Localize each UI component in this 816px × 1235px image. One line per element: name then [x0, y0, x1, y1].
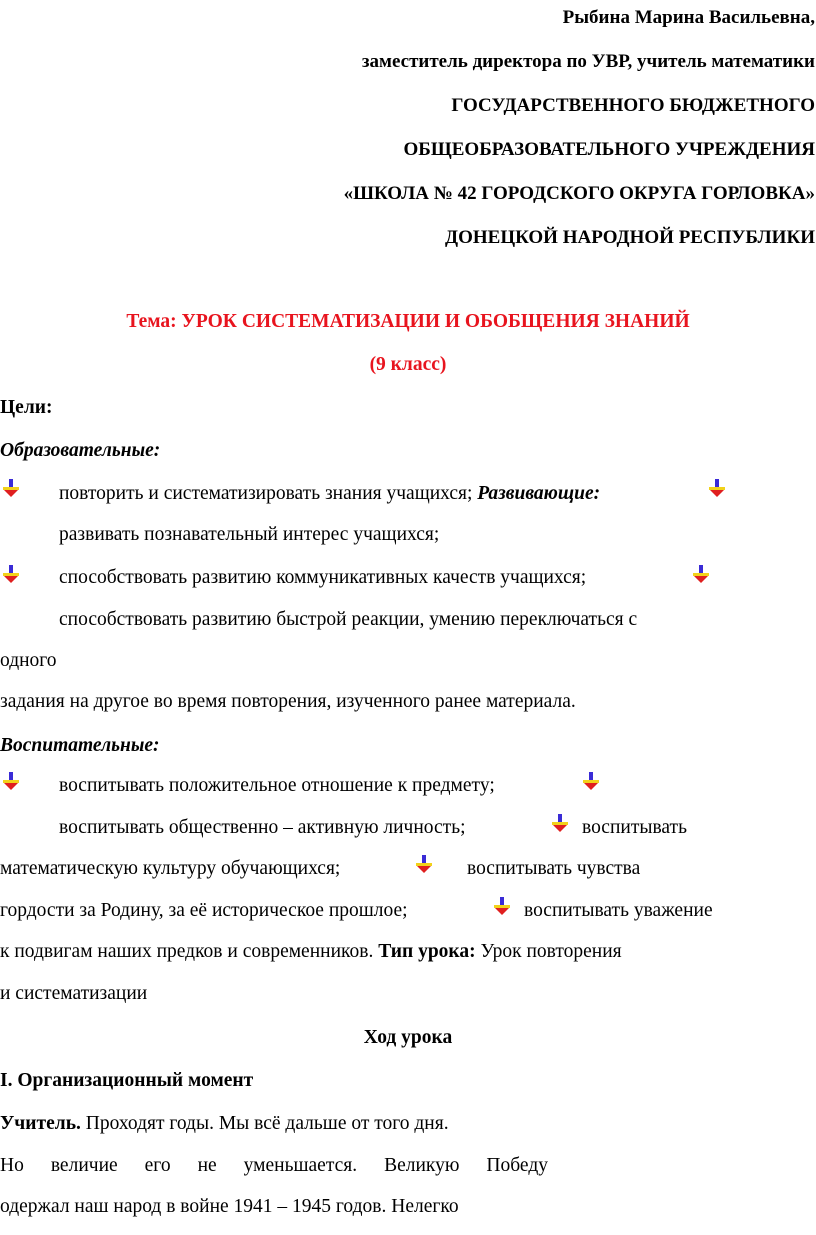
developing-goal-3c: задания на другое во время повторения, изученного ранее материала.: [0, 691, 576, 712]
org-line-3: «ШКОЛА № 42 ГОРОДСКОГО ОКРУГА ГОРЛОВКА»: [343, 183, 815, 204]
arrow-down-bullet-icon: [3, 565, 19, 583]
section-1-heading: I. Организационный момент: [0, 1070, 254, 1091]
word: Великую: [384, 1155, 460, 1176]
topic-grade: (9 класс): [369, 354, 447, 375]
upbringing-goal-1: воспитывать положительное отношение к предмету;: [59, 775, 495, 796]
upbringing-heading: Воспитательные:: [0, 735, 160, 756]
lesson-type-value-2: и систематизации: [0, 983, 148, 1004]
arrow-down-bullet-icon: [494, 897, 510, 915]
org-line-1: ГОСУДАРСТВЕННОГО БЮДЖЕТНОГО: [451, 95, 815, 116]
teacher-line-2: [0, 1156, 548, 1176]
word: не: [197, 1155, 217, 1176]
upbringing-goal-4b: гордости за Родину, за её историческое прошлое;: [0, 900, 408, 921]
org-line-2: ОБЩЕОБРАЗОВАТЕЛЬНОГО УЧРЕЖДЕНИЯ: [403, 139, 815, 160]
educational-heading: Образовательные:: [0, 440, 161, 461]
arrow-down-bullet-icon: [709, 479, 725, 497]
word: уменьшается.: [243, 1155, 358, 1176]
topic-prefix: Тема:: [126, 311, 182, 332]
upbringing-goal-3b: математическую культуру обучающихся;: [0, 858, 341, 879]
educational-goal-1-text: повторить и систематизировать знания учащихся;: [59, 483, 478, 504]
word: Победу: [486, 1155, 548, 1176]
arrow-down-bullet-icon: [583, 772, 599, 790]
developing-goal-3a: способствовать развитию быстрой реакции, умению переключаться с: [59, 609, 638, 630]
developing-heading: Развивающие:: [477, 483, 601, 504]
upbringing-goal-4a: воспитывать чувства: [467, 858, 641, 879]
arrow-down-bullet-icon: [3, 479, 19, 497]
topic-text: УРОК СИСТЕМАТИЗАЦИИ И ОБОБЩЕНИЯ ЗНАНИЙ: [181, 311, 690, 332]
teacher-line-1-text: Проходят годы. Мы всё дальше от того дня.: [85, 1113, 449, 1134]
lesson-heading: Ход урока: [363, 1027, 453, 1048]
word: Но: [0, 1155, 24, 1176]
upbringing-goal-5b: к подвигам наших предков и современников.: [0, 941, 374, 962]
word: величие: [50, 1155, 118, 1176]
teacher-line-1: [0, 1114, 449, 1134]
lesson-type-value: Урок повторения: [475, 941, 622, 962]
word: его: [144, 1155, 171, 1176]
educational-goal-1: [59, 484, 600, 504]
lesson-type-label: Тип урока:: [378, 941, 476, 962]
developing-goal-1: развивать познавательный интерес учащихся;: [59, 524, 440, 545]
upbringing-goal-2: воспитывать общественно – активную личность;: [59, 817, 466, 838]
developing-goal-2: способствовать развитию коммуникативных качеств учащихся;: [59, 567, 587, 588]
upbringing-goal-3a: воспитывать: [582, 817, 687, 838]
author-position: заместитель директора по УВР, учитель математики: [361, 51, 815, 72]
arrow-down-bullet-icon: [693, 565, 709, 583]
upbringing-goal-5a: воспитывать уважение: [524, 900, 713, 921]
arrow-down-bullet-icon: [416, 855, 432, 873]
goals-heading: Цели:: [0, 397, 53, 418]
teacher-label: Учитель.: [0, 1113, 81, 1134]
arrow-down-bullet-icon: [552, 814, 568, 832]
org-line-4: ДОНЕЦКОЙ НАРОДНОЙ РЕСПУБЛИКИ: [445, 227, 815, 248]
teacher-line-3: одержал наш народ в войне 1941 – 1945 годов. Нелегко: [0, 1196, 459, 1217]
topic-title: [0, 312, 816, 332]
author-name: Рыбина Марина Васильевна,: [562, 7, 815, 28]
upbringing-goal-5b-line: [0, 942, 622, 962]
arrow-down-bullet-icon: [3, 772, 19, 790]
developing-goal-3b: одного: [0, 650, 57, 671]
